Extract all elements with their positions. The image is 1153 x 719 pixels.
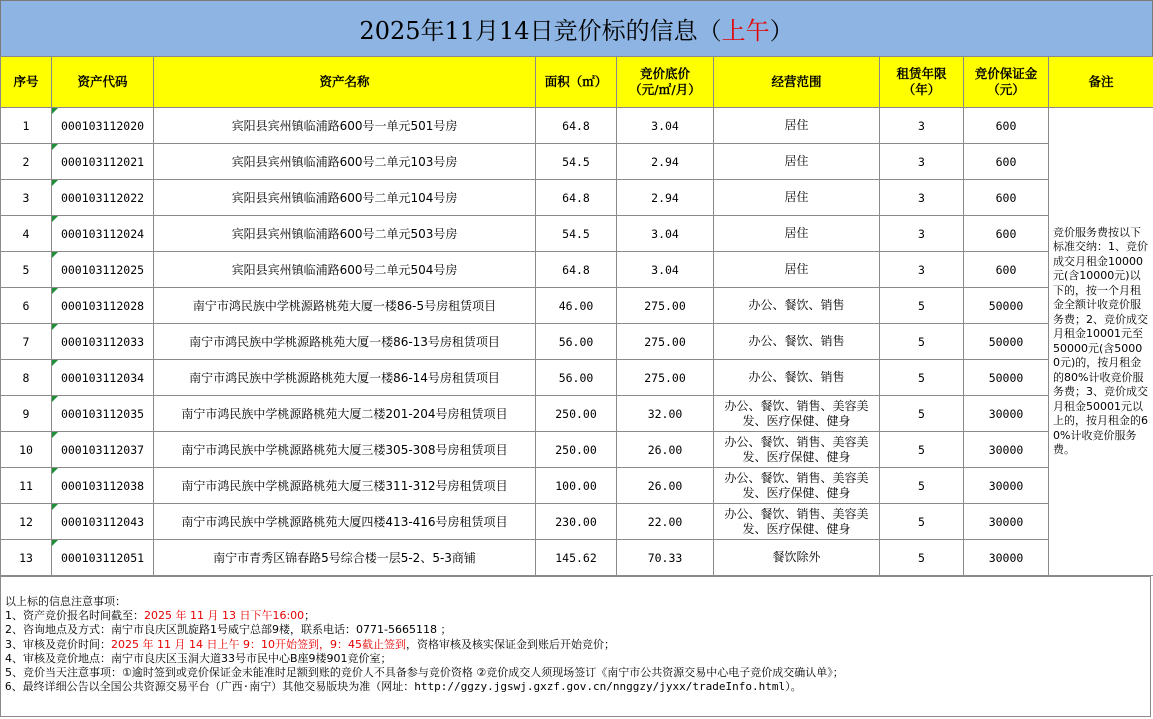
cell-deposit[interactable]: 50000 [964,360,1049,396]
cell-price[interactable]: 2.94 [617,144,714,180]
cell-seq[interactable]: 1 [1,108,52,144]
cell-name[interactable]: 宾阳县宾州镇临浦路600号一单元501号房 [154,108,536,144]
cell-area[interactable]: 145.62 [536,540,617,576]
title-end: ） [769,17,794,45]
error-marker-icon [52,324,58,330]
cell-name[interactable]: 宾阳县宾州镇临浦路600号二单元504号房 [154,252,536,288]
notes-heading: 以上标的信息注意事项： [5,595,126,608]
cell-price[interactable]: 275.00 [617,288,714,324]
cell-price[interactable]: 70.33 [617,540,714,576]
cell-area[interactable]: 54.5 [536,144,617,180]
cell-code-text: 000103112037 [60,442,145,457]
cell-deposit[interactable]: 30000 [964,468,1049,504]
note-1-deadline: 2025 年 11 月 13 日下午16:00 [144,609,305,623]
cell-scope[interactable]: 居住 [714,252,880,288]
cell-code[interactable] [52,180,154,216]
cell-seq[interactable]: 7 [1,324,52,360]
note-4: 4、审核及竞价地点：南宁市良庆区玉洞大道33号市民中心B座9楼901竞价室； [5,651,392,665]
cell-area[interactable]: 230.00 [536,504,617,540]
note-2: 2、咨询地点及方式：南宁市良庆区凯旋路1号威宁总部9楼，联系电话：0771-5665118 ； [5,623,452,637]
cell-area[interactable]: 250.00 [536,432,617,468]
cell-deposit[interactable]: 30000 [964,540,1049,576]
cell-code[interactable] [52,468,154,504]
cell-code-text: 000103112024 [60,226,145,241]
cell-deposit[interactable]: 50000 [964,288,1049,324]
cell-seq[interactable]: 4 [1,216,52,252]
note-6: 6、最终详细公告以全国公共资源交易平台（广西·南宁）其他交易版块为准（网址：http://ggzy.jgswj.gxzf.gov.cn/nnggzy/jyxx/tradeInfo.html）。 [5,680,802,694]
cell-name[interactable]: 南宁市鸿民族中学桃源路桃苑大厦三楼311-312号房租赁项目 [154,468,536,504]
cell-term[interactable]: 3 [880,180,964,216]
cell-code-text: 000103112022 [60,190,145,205]
cell-term[interactable]: 5 [880,432,964,468]
table-row [1,360,1153,396]
cell-seq[interactable]: 10 [1,432,52,468]
cell-scope[interactable]: 居住 [714,180,880,216]
note-3-prefix: 3、审核及竞价时间： [5,637,111,651]
cell-seq[interactable]: 6 [1,288,52,324]
cell-name[interactable]: 宾阳县宾州镇临浦路600号二单元104号房 [154,180,536,216]
cell-scope[interactable]: 居住 [714,144,880,180]
cell-code[interactable] [52,144,154,180]
cell-name[interactable]: 南宁市青秀区锦春路5号综合楼一层5-2、5-3商铺 [154,540,536,576]
header-remark: 备注 [1049,57,1153,108]
error-marker-icon [52,396,58,402]
cell-name[interactable]: 南宁市鸿民族中学桃源路桃苑大厦二楼201-204号房租赁项目 [154,396,536,432]
cell-code-text: 000103112051 [60,550,145,565]
page-title [0,0,1153,57]
note-1 [5,609,1146,623]
cell-code-text: 000103112043 [60,514,145,529]
error-marker-icon [52,216,58,222]
notes-section [0,576,1151,717]
error-marker-icon [52,144,58,150]
cell-area[interactable]: 64.8 [536,180,617,216]
table-row [1,216,1153,252]
table-row [1,180,1153,216]
note-1-suffix: ； [304,609,316,623]
header-term-line2: （年） [902,82,941,97]
cell-scope[interactable]: 办公、餐饮、销售 [714,324,880,360]
cell-area[interactable]: 64.8 [536,108,617,144]
header-scope: 经营范围 [714,57,880,108]
header-code: 资产代码 [52,57,154,108]
cell-term[interactable]: 3 [880,108,964,144]
cell-term[interactable]: 5 [880,288,964,324]
cell-seq[interactable]: 11 [1,468,52,504]
cell-price[interactable]: 26.00 [617,432,714,468]
error-marker-icon [52,504,58,510]
note-5: 5、竞价当天注意事项：①逾时签到或竞价保证金未能准时足额到账的竞价人不具备参与竞价资格 ②竞价成交人须现场签订《南宁市公共资源交易中心电子竞价成交确认单》； [5,666,844,680]
cell-area[interactable]: 64.8 [536,252,617,288]
remark-cell[interactable]: 竞价服务费按以下标准交纳：1、竞价成交月租金10000元(含10000元)以下的，按一个月租金全额计收竞价服务费；2、竞价成交月租金10001元至50000元(含50000元)的，按月租金的80%计收竞价服务费；3、竞价成交月租金50001元以上的，按月租金的60%计收竞价服务费。 [1049,108,1153,576]
cell-code[interactable] [52,108,154,144]
note-1-prefix: 1、资产竞价报名时间截至： [5,609,144,623]
cell-name[interactable]: 宾阳县宾州镇临浦路600号二单元503号房 [154,216,536,252]
cell-term[interactable]: 5 [880,540,964,576]
table-row [1,144,1153,180]
cell-name[interactable]: 南宁市鸿民族中学桃源路桃苑大厦一楼86-13号房租赁项目 [154,324,536,360]
cell-price[interactable]: 3.04 [617,216,714,252]
cell-name[interactable]: 南宁市鸿民族中学桃源路桃苑大厦一楼86-5号房租赁项目 [154,288,536,324]
cell-term[interactable]: 5 [880,360,964,396]
cell-area[interactable]: 54.5 [536,216,617,252]
cell-scope[interactable]: 办公、餐饮、销售 [714,360,880,396]
cell-deposit[interactable]: 600 [964,216,1049,252]
table-body [1,108,1153,576]
cell-seq[interactable]: 9 [1,396,52,432]
error-marker-icon [52,180,58,186]
cell-term[interactable]: 3 [880,216,964,252]
cell-price[interactable]: 3.04 [617,108,714,144]
cell-code[interactable] [52,252,154,288]
cell-name[interactable]: 南宁市鸿民族中学桃源路桃苑大厦四楼413-416号房租赁项目 [154,504,536,540]
table-row [1,468,1153,504]
note-3-time: 2025 年 11 月 14 日上午 9：10开始签到，9：45截止签到 [111,637,406,651]
cell-term[interactable]: 5 [880,396,964,432]
cell-code-text: 000103112038 [60,478,145,493]
cell-code[interactable] [52,216,154,252]
cell-code[interactable] [52,288,154,324]
cell-scope[interactable]: 办公、餐饮、销售、美容美发、医疗保健、健身 [714,396,880,432]
header-deposit-line2: （元） [987,82,1025,97]
cell-price[interactable]: 275.00 [617,360,714,396]
error-marker-icon [52,360,58,366]
cell-code[interactable] [52,540,154,576]
cell-code[interactable] [52,504,154,540]
cell-seq[interactable]: 12 [1,504,52,540]
error-marker-icon [52,252,58,258]
title-main: 2025年11月14日竞价标的信息（ [359,17,722,45]
cell-code[interactable] [52,396,154,432]
cell-scope[interactable]: 办公、餐饮、销售 [714,288,880,324]
cell-code-text: 000103112021 [60,154,145,169]
cell-price[interactable]: 275.00 [617,324,714,360]
cell-area[interactable]: 250.00 [536,396,617,432]
cell-code-text: 000103112028 [60,298,145,313]
cell-deposit[interactable]: 600 [964,252,1049,288]
table-row [1,396,1153,432]
table-row [1,324,1153,360]
cell-term[interactable]: 3 [880,144,964,180]
cell-area[interactable]: 100.00 [536,468,617,504]
header-deposit-line1: 竞价保证金 [974,66,1038,81]
error-marker-icon [52,468,58,474]
error-marker-icon [52,432,58,438]
header-price-line1: 竞价底价 [639,66,690,81]
cell-scope[interactable]: 餐饮除外 [714,540,880,576]
header-area: 面积（㎡） [536,57,617,108]
cell-code[interactable] [52,432,154,468]
note-3 [5,638,1146,652]
cell-seq[interactable]: 2 [1,144,52,180]
cell-price[interactable]: 22.00 [617,504,714,540]
header-seq: 序号 [1,57,52,108]
cell-name[interactable]: 宾阳县宾州镇临浦路600号二单元103号房 [154,144,536,180]
cell-seq[interactable]: 3 [1,180,52,216]
cell-term[interactable]: 5 [880,468,964,504]
cell-area[interactable]: 56.00 [536,324,617,360]
cell-code[interactable] [52,324,154,360]
listing-table [0,56,1153,576]
cell-seq[interactable]: 13 [1,540,52,576]
cell-scope[interactable]: 居住 [714,216,880,252]
cell-term[interactable]: 5 [880,324,964,360]
cell-scope[interactable]: 办公、餐饮、销售、美容美发、医疗保健、健身 [714,468,880,504]
cell-scope[interactable]: 办公、餐饮、销售、美容美发、医疗保健、健身 [714,504,880,540]
cell-code-text: 000103112033 [60,334,145,349]
table-row [1,252,1153,288]
header-term [880,57,964,108]
cell-code[interactable] [52,360,154,396]
cell-code-text: 000103112020 [60,118,145,133]
cell-deposit[interactable]: 600 [964,144,1049,180]
header-term-line1: 租赁年限 [896,66,947,81]
cell-scope[interactable]: 居住 [714,108,880,144]
header-price [617,57,714,108]
cell-code-text: 000103112034 [60,370,145,385]
title-highlight: 上午 [721,17,770,45]
cell-seq[interactable]: 5 [1,252,52,288]
error-marker-icon [52,540,58,546]
cell-scope[interactable]: 办公、餐饮、销售、美容美发、医疗保健、健身 [714,432,880,468]
cell-code-text: 000103112035 [60,406,145,421]
cell-price[interactable]: 32.00 [617,396,714,432]
error-marker-icon [52,108,58,114]
cell-name[interactable]: 南宁市鸿民族中学桃源路桃苑大厦一楼86-14号房租赁项目 [154,360,536,396]
table-row [1,288,1153,324]
cell-price[interactable]: 2.94 [617,180,714,216]
cell-area[interactable]: 56.00 [536,360,617,396]
error-marker-icon [52,288,58,294]
cell-deposit[interactable]: 30000 [964,504,1049,540]
cell-seq[interactable]: 8 [1,360,52,396]
header-deposit [964,57,1049,108]
table-row [1,432,1153,468]
cell-deposit[interactable]: 30000 [964,432,1049,468]
cell-term[interactable]: 3 [880,252,964,288]
table-row [1,108,1153,144]
cell-deposit[interactable]: 50000 [964,324,1049,360]
cell-price[interactable]: 3.04 [617,252,714,288]
cell-deposit[interactable]: 600 [964,180,1049,216]
table-row [1,540,1153,576]
table-row [1,504,1153,540]
cell-area[interactable]: 46.00 [536,288,617,324]
cell-deposit[interactable]: 600 [964,108,1049,144]
header-name: 资产名称 [154,57,536,108]
header-price-line2: （元/㎡/月） [629,82,701,97]
cell-term[interactable]: 5 [880,504,964,540]
header-row [1,57,1153,108]
note-3-suffix: ，资格审核及核实保证金到账后开始竞价； [405,637,615,651]
cell-price[interactable]: 26.00 [617,468,714,504]
cell-name[interactable]: 南宁市鸿民族中学桃源路桃苑大厦三楼305-308号房租赁项目 [154,432,536,468]
cell-code-text: 000103112025 [60,262,145,277]
cell-deposit[interactable]: 30000 [964,396,1049,432]
